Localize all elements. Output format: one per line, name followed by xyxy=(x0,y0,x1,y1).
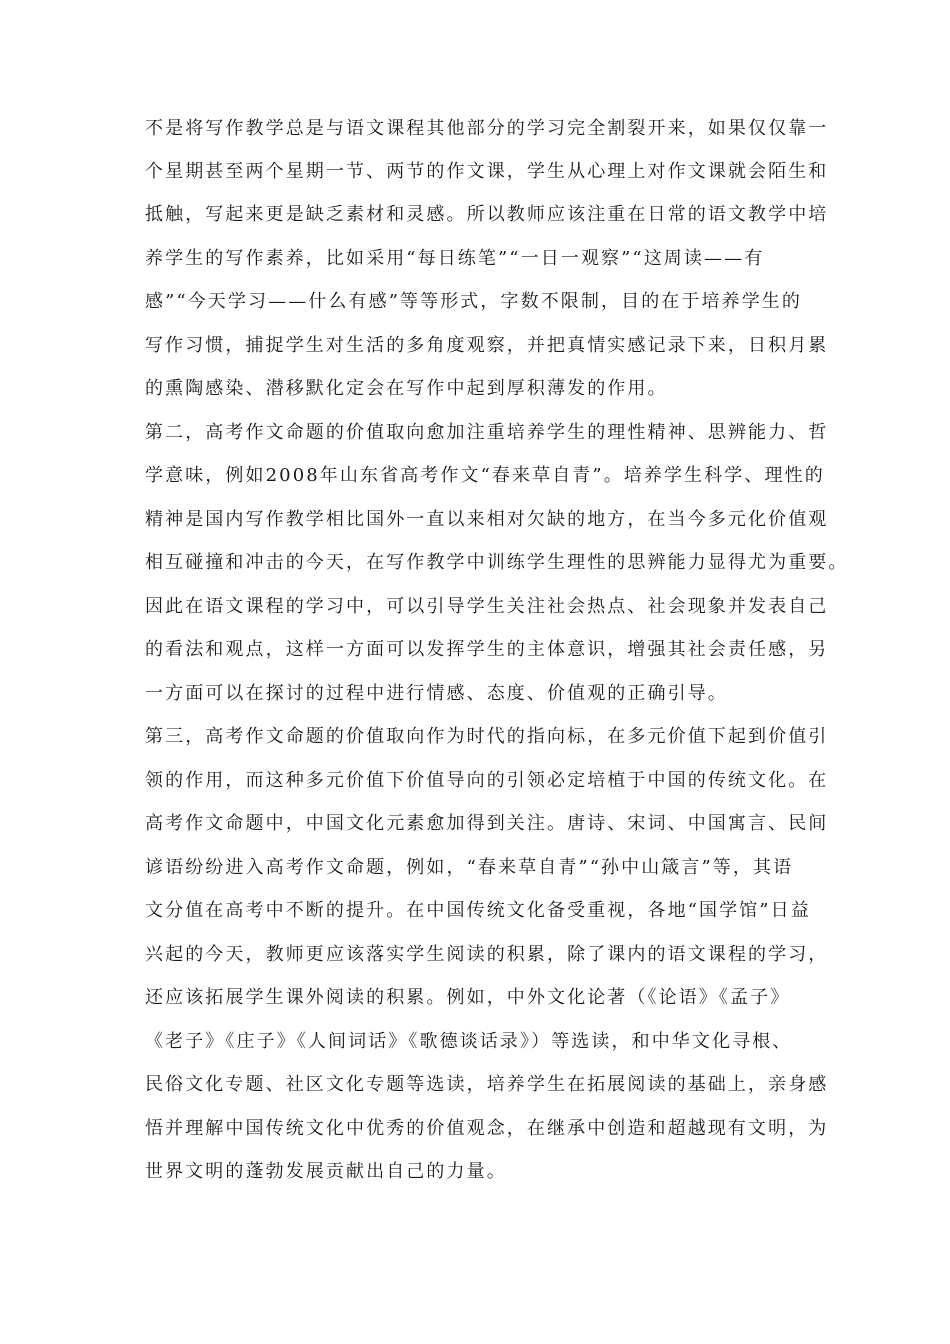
text-line: 文分值在高考中不断的提升。在中国传统文化备受重视，各地“国学馆”日益 xyxy=(145,900,811,921)
text-line: 不是将写作教学总是与语文课程其他部分的学习完全割裂开来，如果仅仅靠一 xyxy=(145,118,829,139)
text-line: 个星期甚至两个星期一节、两节的作文课，学生从心理上对作文课就会陌生和 xyxy=(145,161,829,182)
text-line: 的看法和观点，这样一方面可以发挥学生的主体意识，增强其社会责任感，另 xyxy=(145,639,829,660)
text-line: 养学生的写作素养，比如采用“每日练笔”“一日一观察”“这周读——有 xyxy=(145,248,765,269)
text-line: 悟并理解中国传统文化中优秀的价值观念，在继承中创造和超越现有文明，为 xyxy=(145,1118,829,1139)
text-line: 高考作文命题中，中国文化元素愈加得到关注。唐诗、宋词、中国寓言、民间 xyxy=(145,813,829,834)
text-line: 的熏陶感染、潜移默化定会在写作中起到厚积薄发的作用。 xyxy=(145,378,668,399)
text-line: 世界文明的蓬勃发展贡献出自己的力量。 xyxy=(145,1161,507,1182)
text-line: 《老子》《庄子》《人间词话》《歌德谈话录》）等选读，和中华文化寻根、 xyxy=(145,1031,793,1052)
text-line: 因此在语文课程的学习中，可以引导学生关注社会热点、社会现象并发表自己 xyxy=(145,596,829,617)
text-line: 谚语纷纷进入高考作文命题，例如，“春来草自青”“孙中山箴言”等，其语 xyxy=(145,857,794,878)
text-line: 精神是国内写作教学相比国外一直以来相对欠缺的地方，在当今多元化价值观 xyxy=(145,509,829,530)
paragraph-start-line: 第二，高考作文命题的价值取向愈加注重培养学生的理性精神、思辨能力、哲 xyxy=(145,422,829,443)
text-line: 还应该拓展学生课外阅读的积累。例如，中外文化论著（《论语》《孟子》 xyxy=(145,987,791,1008)
text-line: 写作习惯，捕捉学生对生活的多角度观察，并把真情实感记录下来，日积月累 xyxy=(145,335,829,356)
text-line: 相互碰撞和冲击的今天，在写作教学中训练学生理性的思辨能力显得尤为重要。 xyxy=(145,552,849,573)
text-line: 领的作用，而这种多元价值下价值导向的引领必定培植于中国的传统文化。在 xyxy=(145,770,829,791)
text-line: 兴起的今天，教师更应该落实学生阅读的积累，除了课内的语文课程的学习， xyxy=(145,944,829,965)
text-line: 感”“今天学习——什么有感”等等形式，字数不限制，目的在于培养学生的 xyxy=(145,291,803,312)
text-line: 民俗文化专题、社区文化专题等选读，培养学生在拓展阅读的基础上，亲身感 xyxy=(145,1074,829,1095)
paragraph-start-line: 第三，高考作文命题的价值取向作为时代的指向标，在多元价值下起到价值引 xyxy=(145,726,829,747)
text-line: 抵触，写起来更是缺乏素材和灵感。所以教师应该注重在日常的语文教学中培 xyxy=(145,204,829,225)
text-line: 一方面可以在探讨的过程中进行情感、态度、价值观的正确引导。 xyxy=(145,683,728,704)
text-line: 学意味，例如2008年山东省高考作文“春来草自青”。培养学生科学、理性的 xyxy=(145,465,825,486)
